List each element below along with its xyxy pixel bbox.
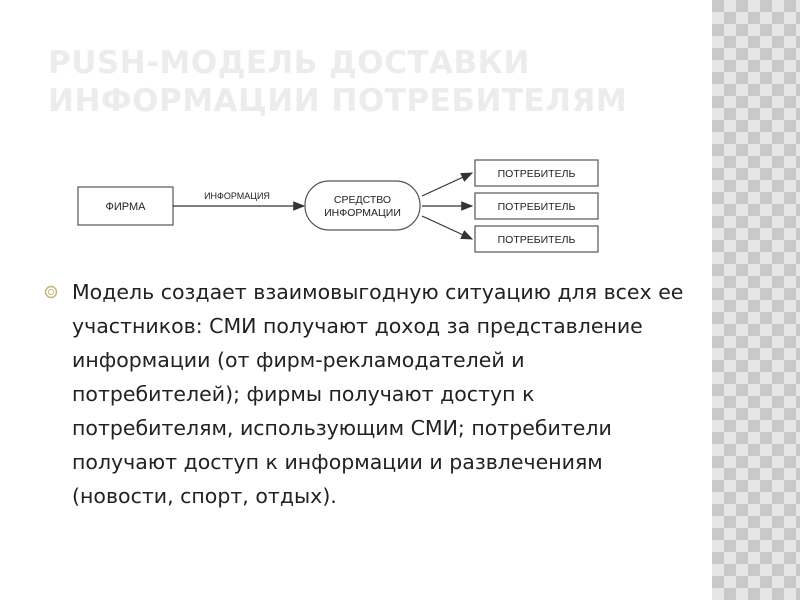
consumer-arrow-3: [422, 216, 472, 239]
media-label-line1: СРЕДСТВО: [333, 194, 392, 206]
title-line-2: ИНФОРМАЦИИ ПОТРЕБИТЕЛЯМ: [48, 83, 628, 119]
bullet-ring-icon: [44, 285, 58, 299]
media-label-line2: ИНФОРМАЦИИ: [324, 207, 401, 219]
decorative-side-pattern: [712, 0, 800, 600]
bullet-text: Модель создает взаимовыгодную ситуацию для всех ее участников: СМИ получают доход за представление информации (от фирм-рекламодателей и потребителей); фирмы получают доступ к потребителям, использующим СМИ; потребители получают доступ к информации и развлечениям (новости, спорт, отдых).: [72, 280, 684, 508]
info-arrow-label: ИНФОРМАЦИЯ: [204, 191, 270, 201]
firm-label: ФИРМА: [105, 201, 146, 213]
push-model-diagram: [0, 0, 712, 270]
consumer-label-1: ПОТРЕБИТЕЛЬ: [497, 168, 576, 180]
consumer-label-2: ПОТРЕБИТЕЛЬ: [497, 201, 576, 213]
consumer-label-3: ПОТРЕБИТЕЛЬ: [497, 234, 576, 246]
bullet-item: [44, 275, 684, 513]
title-line-1: PUSH-МОДЕЛЬ ДОСТАВКИ: [48, 45, 530, 81]
consumer-arrow-1: [422, 173, 472, 196]
